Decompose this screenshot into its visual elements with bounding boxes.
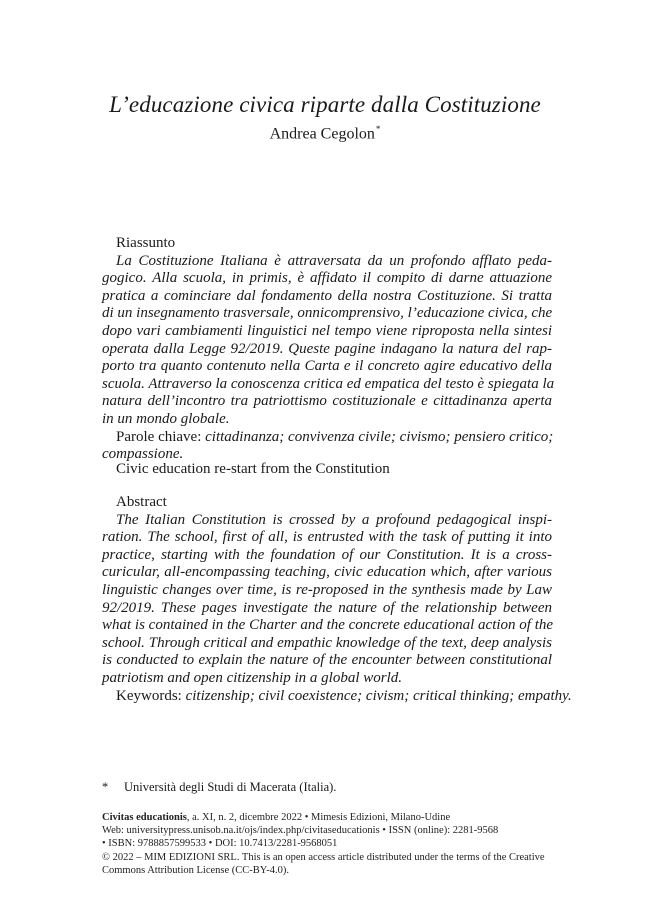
colophon-issue: , a. XI, n. 2, dicembre 2022 • Mimesis Edizioni, Milano-Udine — [186, 812, 451, 823]
abstract-line: 92/2019. These pages investigate the nature of the relationship between — [102, 599, 552, 616]
article-title: L’educazione civica riparte dalla Costituzione — [109, 92, 541, 117]
riassunto-line: di un insegnamento trasversale, onnicomprensivo, l’educazione civica, che — [102, 305, 553, 322]
riassunto-line: dopo vari cambiamenti linguistici nel tempo viene riproposta nella sintesi — [102, 322, 552, 339]
abstract-line: linguistic changes over time, is re-proposed in the synthesis made by Law — [102, 581, 552, 598]
author-footnote-mark: * — [375, 124, 381, 134]
keywords-label: Keywords: — [116, 687, 182, 704]
riassunto-line: La Costituzione Italiana è attraversata da un profondo afflato peda- — [116, 252, 552, 269]
english-title: Civic education re-start from the Constitution — [116, 461, 390, 477]
abstract-line: The Italian Constitution is crossed by a profound pedagogical inspi- — [116, 511, 552, 528]
abstract-section — [102, 494, 572, 705]
riassunto-line: natura dell’incontro tra patriottismo costituzionale e cittadinanza aperta — [102, 393, 552, 410]
colophon-license: © 2022 – MIM EDIZIONI SRL. This is an open access article distributed under the terms of the Creative — [102, 851, 545, 863]
parole-chiave-list-cont: compassione. — [102, 446, 184, 463]
riassunto-section — [102, 235, 555, 464]
keywords-list: citizenship; civil coexistence; civism; critical thinking; empathy. — [185, 687, 572, 704]
parole-chiave-label: Parole chiave: — [116, 428, 202, 445]
riassunto-heading: Riassunto — [116, 235, 176, 251]
author-name: Andrea Cegolon — [269, 125, 375, 143]
riassunto-line: gogico. Alla scuola, in primis, è affidato il compito di darne attuazione — [102, 270, 552, 287]
journal-name: Civitas educationis — [102, 812, 187, 823]
colophon-web: Web: universitypress.unisob.na.it/ojs/index.php/civitaseducationis • ISSN (online): 2281-9568 — [102, 825, 499, 837]
english-title-block — [102, 461, 552, 479]
footnote — [102, 780, 336, 795]
colophon-license-cont: Commons Attribution License (CC-BY-4.0). — [102, 864, 289, 876]
footnote-text: Università degli Studi di Macerata (Italia). — [124, 780, 337, 794]
abstract-text — [102, 512, 552, 688]
colophon-isbn: • ISBN: 9788857599533 • DOI: 10.7413/2281-9568051 — [102, 838, 338, 850]
abstract-line: is conducted to explain the nature of the encounter between constitutional — [102, 652, 552, 669]
keywords — [102, 687, 572, 706]
author-line — [0, 124, 650, 143]
parole-chiave-list: cittadinanza; convivenza civile; civismo; pensiero critico; — [205, 428, 554, 445]
riassunto-line: operata dalla Legge 92/2019. Queste pagine indagano la natura del rap- — [102, 340, 552, 357]
abstract-heading: Abstract — [116, 494, 167, 510]
abstract-line: curicular, all-encompassing teaching, civic education which, after various — [102, 564, 552, 581]
abstract-line: ration. The school, first of all, is entrusted with the task of putting it into — [102, 529, 552, 546]
abstract-line: patriotism and open citizenship in a global world. — [102, 669, 403, 686]
abstract-line: practice, starting with the foundation of our Constitution. It is a cross- — [102, 546, 552, 563]
riassunto-line: pratica a cominciare dal fondamento della nostra Costituzione. Si tratta — [102, 287, 552, 304]
parole-chiave — [102, 429, 552, 464]
riassunto-text — [102, 252, 555, 429]
abstract-line: school. Through critical and empathic knowledge of the text, deep analysis — [102, 634, 552, 651]
riassunto-line: in un mondo globale. — [102, 410, 230, 427]
footnote-mark: * — [102, 780, 109, 794]
colophon — [102, 811, 545, 877]
riassunto-line: scuola. Attraverso la conoscenza critica ed empatica del testo è spiegata la — [102, 375, 555, 392]
riassunto-line: porto tra quanto contenuto nella Carta e il concreto agire educativo della — [102, 358, 552, 375]
abstract-line: what is contained in the Charter and the concrete educational action of the — [102, 617, 554, 634]
